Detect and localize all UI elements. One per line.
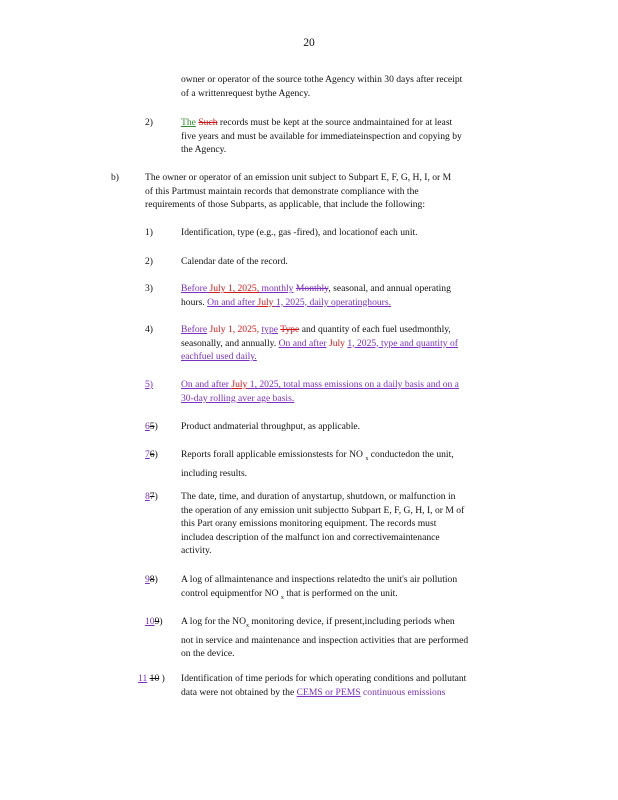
item-b1-text: Identification, type (e.g., gas -fired), and locationof each unit. bbox=[181, 227, 418, 238]
item-label: 2) bbox=[145, 256, 153, 267]
item-b7-text: Reports forall applicable emissionstests for NO $_x$ conductedon the unit, including results. bbox=[181, 449, 454, 479]
item-label: 98) bbox=[145, 574, 158, 585]
item-label: 76) bbox=[145, 449, 158, 460]
item-label: 109) bbox=[145, 616, 163, 627]
deleted-text: Type bbox=[280, 324, 300, 335]
item-label: 4) bbox=[145, 324, 153, 335]
item-b6-text: Product andmaterial throughput, as applicable. bbox=[181, 421, 361, 432]
item-label: 11 10 ) bbox=[138, 673, 165, 684]
item-b4-text: Before July 1, 2025, type Type and quantity of each fuel usedmonthly, seasonally, and annually. On and after July 1, 2025, type and quantity of eachfuel used daily. bbox=[181, 324, 458, 363]
page-number: 20 bbox=[303, 37, 315, 49]
deleted-text: Such bbox=[198, 117, 218, 128]
item-label: 3) bbox=[145, 283, 153, 294]
item-label: 1) bbox=[145, 227, 153, 238]
item-a2-text: The Such records must be kept at the source andmaintained for at least five years and must be available for immediateinspection and copying by the Agency. bbox=[181, 117, 462, 156]
item-b5-text: On and after July 1, 2025, total mass emissions on a daily basis and on a 30-day rolling aver age basis. bbox=[181, 379, 459, 404]
section-b-text: The owner or operator of an emission unit subject to Subpart E, F, G, H, I, or M of this Partmust maintain records that demonstrate compliance with the requirements of those Subparts, as applicable, that include the following: bbox=[145, 172, 452, 211]
item-b8-text: The date, time, and duration of anystartup, shutdown, or malfunction in the operation of any emission unit subjectto Subpart E, F, G, H, I, or M of this Part orany emissions monitoring equipment. The records must includea description of the malfunct ion and correctivemaintenance activity. bbox=[181, 491, 465, 557]
item-b11-text: Identification of time periods for which operating conditions and pollutant data were not obtained by the CEMS or PEMS continuous emissions bbox=[181, 673, 467, 698]
item-b3-text: Before July 1, 2025, monthly Monthly, seasonal, and annual operating hours. On and after July 1, 2025, daily operatinghours. bbox=[181, 283, 451, 308]
section-label: b) bbox=[111, 172, 119, 183]
item-b9-text: A log of allmaintenance and inspections relatedto the unit's air pollution control equipmentfor NO $_x$ that is performed on the unit. bbox=[181, 574, 458, 601]
item-label: 2) bbox=[145, 117, 153, 128]
item-label: 5) bbox=[145, 379, 153, 390]
item-b10-text: A log for the $NO_x$ monitoring device, if present,including periods when not in service and maintenance and inspection activities that are performed on the device. bbox=[181, 616, 469, 660]
item-b2-text: Calendar date of the record. bbox=[181, 256, 288, 267]
inserted-text: The bbox=[181, 117, 196, 128]
item-label: 87) bbox=[145, 491, 158, 502]
item-label: 65) bbox=[145, 421, 158, 432]
deleted-text: Monthly bbox=[295, 283, 329, 294]
intro-paragraph: owner or operator of the source tothe Agency within 30 days after receipt of a writtenrequest bythe Agency. bbox=[181, 74, 463, 99]
